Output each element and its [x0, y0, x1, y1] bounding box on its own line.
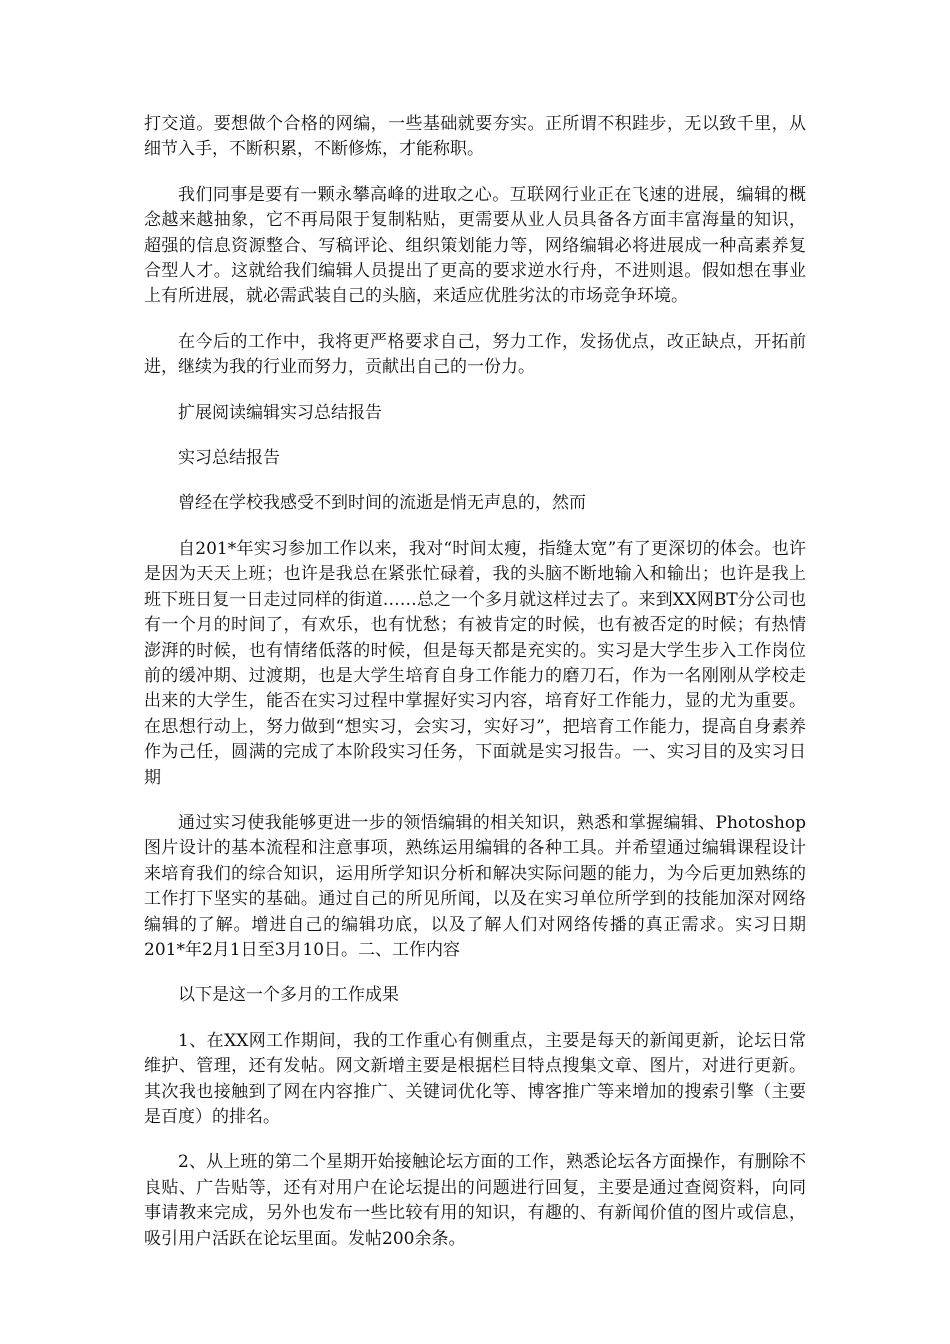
- paragraph-internship-intro: 自201*年实习参加工作以来，我对“时间太瘦，指缝太宽”有了更深切的体会。也许是因为天天上班；也许是我总在紧张忙碌着，我的头脑不断地输入和输出；也许是我上班下班日复一日走过同样的街道……总之一个多月就这样过去了。来到XX网BT分公司也有一个月的时间了，有欢乐，也有忧愁；有被肯定的时候，也有被否定的时候；有热情澎湃的时候，也有情绪低落的时候，但是每天都是充实的。实习是大学生步入工作岗位前的缓冲期、过渡期，也是大学生培育自身工作能力的磨刀石，作为一名刚刚从学校走出来的大学生，能否在实习过程中掌握好实习内容，培育好工作能力，显的尤为重要。在思想行动上，努力做到“想实习，会实习，实好习”，把培育工作能力，提高自身素养作为己任，圆满的完成了本阶段实习任务，下面就是实习报告。一、实习目的及实习日期: [144, 538, 806, 788]
- paragraph-extended-reading-title: 扩展阅读编辑实习总结报告: [178, 402, 382, 423]
- paragraph-school-memory: 曾经在学校我感受不到时间的流逝是悄无声息的，然而: [178, 493, 586, 514]
- paragraph-work-item-2: 2、从上班的第二个星期开始接触论坛方面的工作，熟悉论坛各方面操作，有删除不良贴、广告贴等，还有对用户在论坛提出的问题进行回复，主要是通过查阅资料，向同事请教来完成，另外也发布一些比较有用的知识，有趣的、有新闻价值的图片或信息，吸引用户活跃在论坛里面。发帖200余条。: [144, 1152, 806, 1249]
- paragraph-report-title: 实习总结报告: [178, 448, 280, 469]
- paragraph-work-item-1: 1、在XX网工作期间，我的工作重心有侧重点，主要是每天的新闻更新，论坛日常维护、管理，还有发帖。网文新增主要是根据栏目特点搜集文章、图片，对进行更新。其次我也接触到了网在内容推广、关键词优化等、博客推广等来增加的搜索引擎（主要是百度）的排名。: [144, 1030, 806, 1127]
- paragraph-enterprising-spirit: 我们同事是要有一颗永攀高峰的进取之心。互联网行业正在飞速的进展，编辑的概念越来越抽象，它不再局限于复制粘贴，更需要从业人员具备各方面丰富海量的知识，超强的信息资源整合、写稿评论、组织策划能力等，网络编辑必将进展成一种高素养复合型人才。这就给我们编辑人员提出了更高的要求逆水行舟，不进则退。假如想在事业上有所进展，就必需武装自己的头脑，来适应优胜劣汰的市场竞争环境。: [144, 184, 806, 307]
- document-page: [144, 112, 806, 1272]
- paragraph-internship-purpose: 通过实习使我能够更进一步的领悟编辑的相关知识，熟悉和掌握编辑、Photoshop图片设计的基本流程和注意事项，熟练运用编辑的各种工具。并希望通过编辑课程设计来培育我们的综合知识，运用所学知识分析和解决实际问题的能力，为今后更加熟练的工作打下坚实的基础。通过自己的所见所闻，以及在实习单位所学到的技能加深对网络编辑的了解。增进自己的编辑功底，以及了解人们对网络传播的真正需求。实习日期201*年2月1日至3月10日。二、工作内容: [144, 812, 806, 960]
- paragraph-opening-continuation: 打交道。要想做个合格的网编，一些基础就要夯实。正所谓不积跬步，无以致千里，从细节入手，不断积累，不断修炼，才能称职。: [144, 114, 806, 160]
- paragraph-future-work: 在今后的工作中，我将更严格要求自己，努力工作，发扬优点，改正缺点，开拓前进，继续为我的行业而努力，贡献出自己的一份力。: [144, 331, 806, 378]
- paragraph-work-results-intro: 以下是这一个多月的工作成果: [178, 985, 399, 1006]
